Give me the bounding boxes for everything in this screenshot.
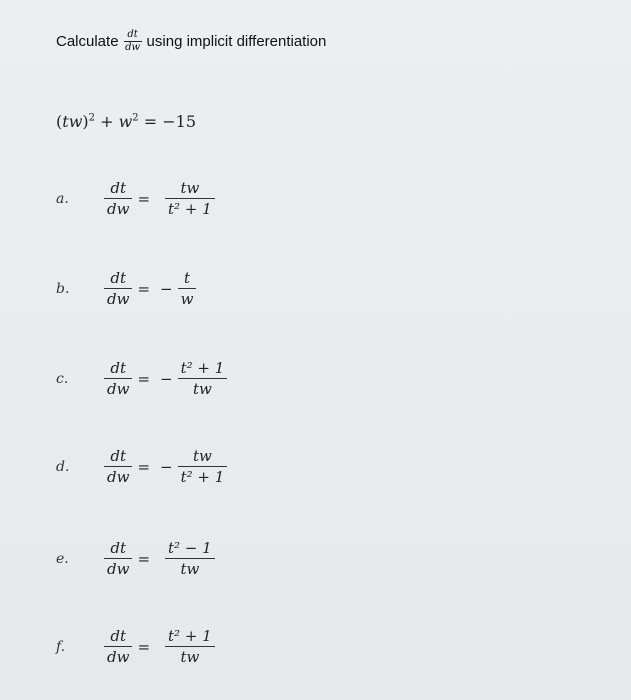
lhs-denominator: dw: [107, 648, 130, 666]
option-lhs-fraction: [104, 446, 132, 487]
lhs-numerator: dt: [110, 539, 127, 557]
equals-sign: =: [137, 549, 151, 568]
lhs-denominator: dw: [107, 290, 130, 308]
answer-option-c[interactable]: [56, 358, 227, 399]
prompt-frac-numerator: dt: [127, 29, 138, 40]
option-letter: e.: [56, 550, 69, 567]
option-rhs-fraction: [178, 446, 228, 487]
rhs-denominator: tw: [180, 648, 200, 666]
rhs-numerator: tw: [180, 179, 200, 197]
option-rhs-fraction: [165, 538, 215, 579]
eq-plus: +: [95, 112, 119, 131]
option-lhs-fraction: [104, 538, 132, 579]
rhs-denominator: tw: [193, 380, 212, 398]
lhs-numerator: dt: [110, 269, 127, 287]
lhs-numerator: dt: [110, 359, 127, 377]
answer-option-f[interactable]: [56, 626, 215, 667]
option-lhs-fraction: [104, 626, 132, 667]
option-lhs-fraction: [104, 268, 132, 309]
lhs-numerator: dt: [110, 447, 127, 465]
sign: −: [160, 279, 173, 298]
question-prompt: [56, 30, 326, 53]
lhs-numerator: dt: [110, 627, 127, 645]
option-rhs-fraction: [178, 358, 228, 399]
option-lhs-fraction: [104, 358, 132, 399]
lhs-numerator: dt: [110, 179, 127, 197]
equals-sign: =: [137, 189, 151, 208]
rhs-numerator: t² − 1: [168, 539, 212, 557]
option-rhs-fraction: [165, 178, 215, 219]
option-letter: d.: [56, 458, 70, 475]
prompt-frac-denominator: dw: [125, 42, 141, 53]
option-lhs-fraction: [104, 178, 132, 219]
equals-sign: =: [137, 457, 151, 476]
rhs-denominator: w: [180, 290, 194, 308]
rhs-numerator: t² + 1: [168, 627, 212, 645]
rhs-numerator: t: [184, 269, 191, 287]
answer-option-e[interactable]: [56, 538, 215, 579]
equals-sign: =: [137, 369, 151, 388]
option-rhs-fraction: [178, 268, 197, 309]
rhs-numerator: tw: [193, 447, 212, 465]
eq-var-w: w: [68, 112, 83, 131]
equals-sign: =: [137, 279, 151, 298]
eq-exponent-2: 2: [132, 112, 139, 124]
rhs-denominator: t² + 1: [168, 200, 212, 218]
eq-rparen: ): [82, 112, 89, 131]
eq-lparen: (: [56, 112, 63, 131]
sign: −: [160, 369, 173, 388]
sign: −: [160, 457, 173, 476]
equals-sign: =: [137, 637, 151, 656]
answer-option-d[interactable]: [56, 446, 227, 487]
answer-option-b[interactable]: [56, 268, 196, 309]
rhs-numerator: t² + 1: [180, 359, 225, 377]
option-letter: b.: [56, 280, 70, 297]
option-letter: a.: [56, 190, 69, 207]
prompt-derivative-fraction: [124, 30, 142, 53]
eq-exponent-1: 2: [88, 112, 96, 124]
option-letter: c.: [56, 370, 69, 387]
eq-rhs: = −15: [138, 112, 197, 131]
eq-var-t: t: [62, 112, 69, 131]
prompt-text-before: Calculate: [56, 33, 119, 50]
eq-var-w2: w: [118, 112, 133, 131]
lhs-denominator: dw: [107, 468, 130, 486]
lhs-denominator: dw: [107, 380, 130, 398]
option-rhs-fraction: [165, 626, 215, 667]
answer-option-a[interactable]: [56, 178, 215, 219]
option-letter: f.: [56, 638, 66, 655]
lhs-denominator: dw: [107, 200, 130, 218]
rhs-denominator: tw: [180, 560, 200, 578]
prompt-text-after: using implicit differentiation: [146, 33, 327, 50]
rhs-denominator: t² + 1: [180, 468, 225, 486]
given-equation: [56, 112, 196, 131]
lhs-denominator: dw: [107, 560, 130, 578]
